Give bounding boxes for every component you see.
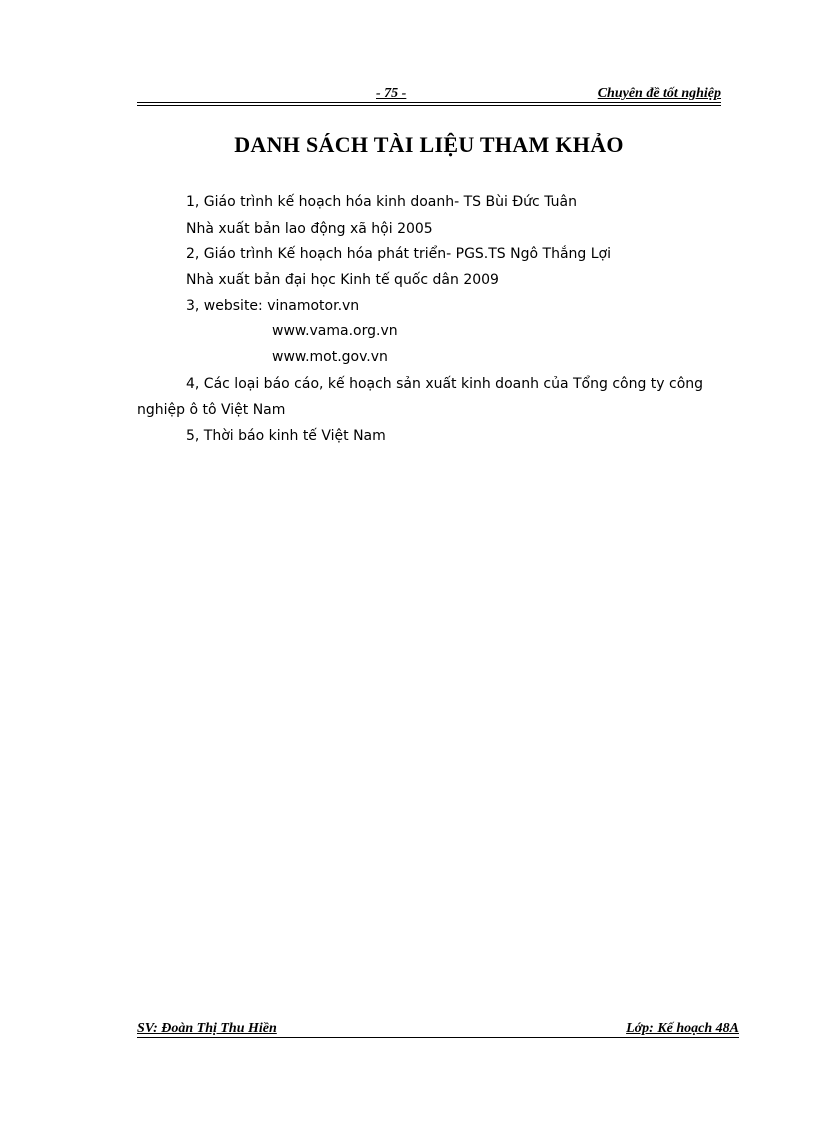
header-rule-secondary bbox=[137, 105, 721, 106]
reference-item-4: 4, Các loại báo cáo, kế hoạch sản xuất kinh doanh của Tổng công ty công bbox=[186, 376, 704, 392]
reference-item-3: 3, website: vinamotor.vn bbox=[186, 298, 360, 314]
reference-item-5: 5, Thời báo kinh tế Việt Nam bbox=[186, 428, 386, 444]
footer-rule bbox=[137, 1037, 739, 1038]
reference-item-1: 1, Giáo trình kế hoạch hóa kinh doanh- TS Bùi Đức Tuân bbox=[186, 194, 577, 210]
footer-student: SV: Đoàn Thị Thu Hiền bbox=[137, 1021, 277, 1036]
reference-item-2: 2, Giáo trình Kế hoạch hóa phát triển- PGS.TS Ngô Thắng Lợi bbox=[186, 246, 611, 262]
reference-item-3-website-3: www.mot.gov.vn bbox=[272, 349, 388, 365]
footer-class: Lớp: Kế hoạch 48A bbox=[626, 1021, 739, 1036]
header-title: Chuyên đề tốt nghiệp bbox=[597, 86, 721, 101]
header-rule bbox=[137, 102, 721, 103]
reference-item-1-publisher: Nhà xuất bản lao động xã hội 2005 bbox=[186, 221, 433, 237]
reference-item-2-publisher: Nhà xuất bản đại học Kinh tế quốc dân 2009 bbox=[186, 272, 499, 288]
reference-item-4-continued: nghiệp ô tô Việt Nam bbox=[137, 402, 286, 418]
page-number: - 75 - bbox=[376, 86, 407, 101]
reference-item-3-website-2: www.vama.org.vn bbox=[272, 323, 398, 339]
document-title: DANH SÁCH TÀI LIỆU THAM KHẢO bbox=[234, 132, 624, 157]
